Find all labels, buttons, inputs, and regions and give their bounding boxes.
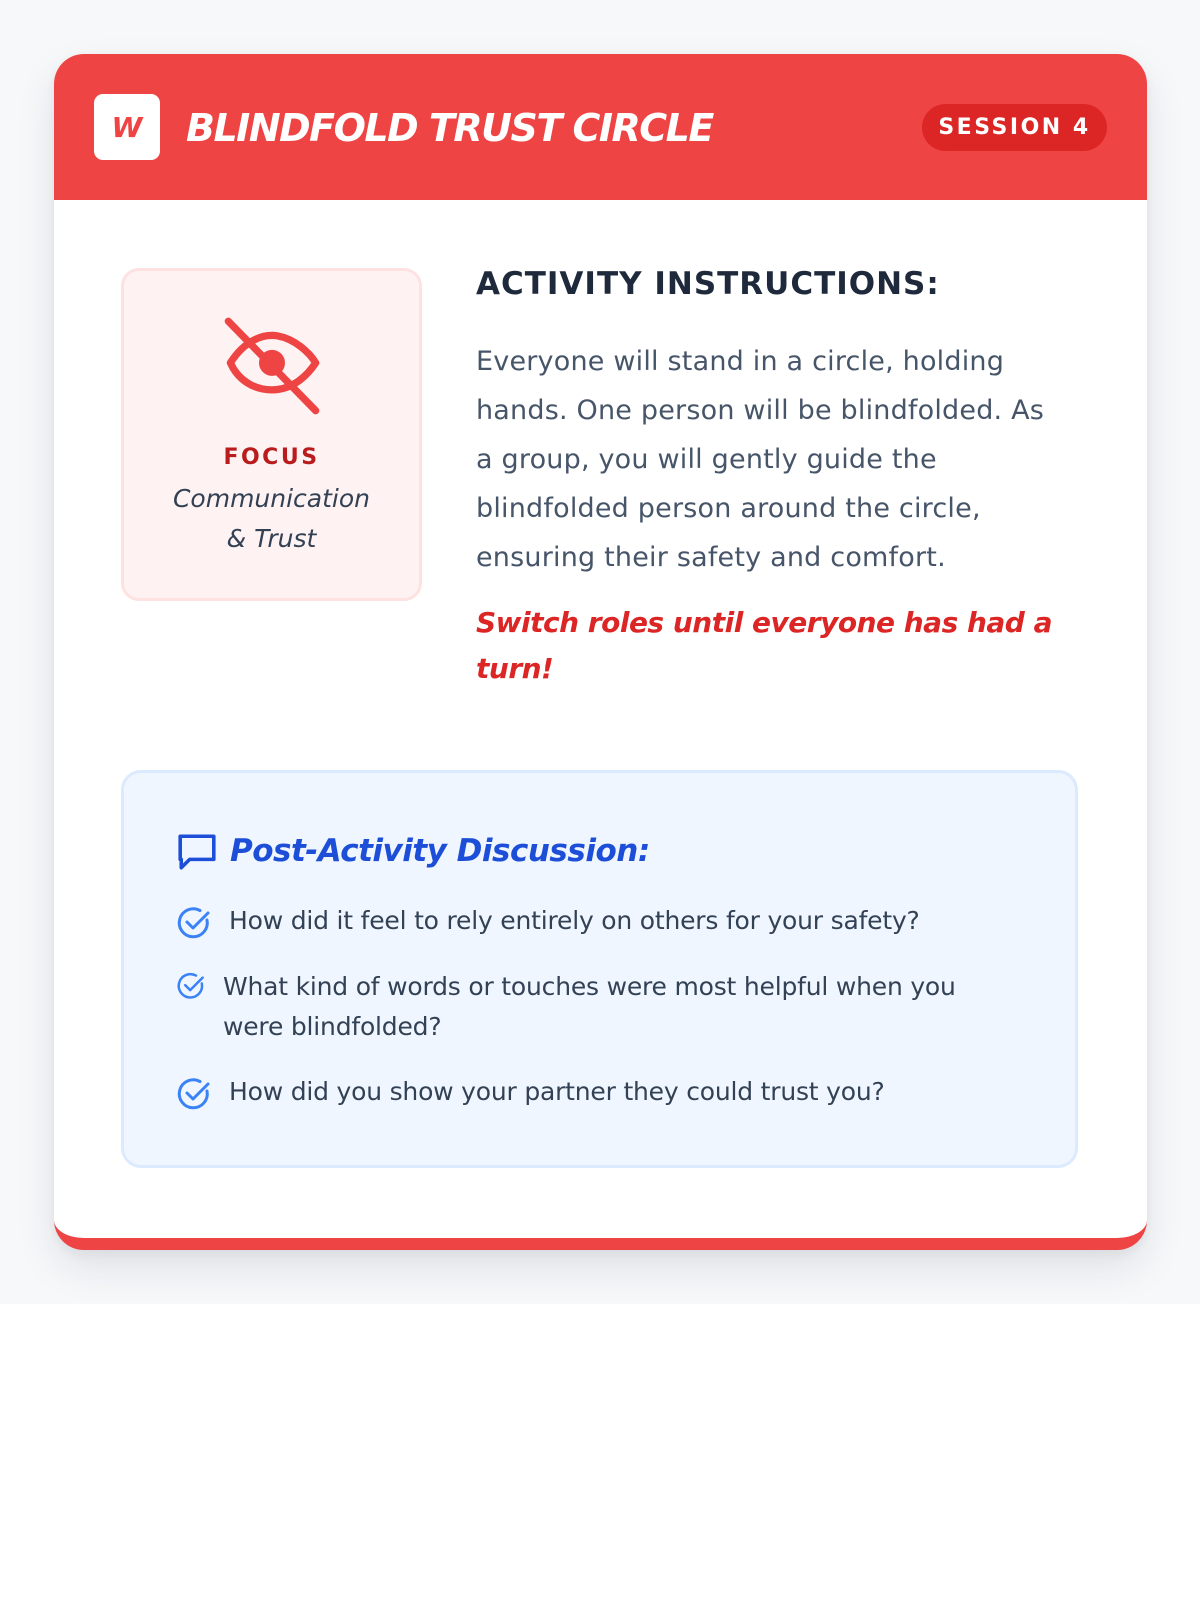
note-line: Switch roles until everyone has had a: [476, 606, 1052, 639]
instructions-text: [476, 337, 1096, 582]
activity-title: BLINDFOLD TRUST CIRCLE: [186, 106, 713, 150]
question-text: [223, 967, 956, 1047]
question-text: How did it feel to rely entirely on others for your safety?: [229, 906, 920, 935]
focus-value: [124, 479, 419, 559]
focus-value-line: Communication: [172, 484, 371, 513]
eye-slash-icon: [220, 315, 324, 419]
instructions-line: a group, you will gently guide the: [476, 444, 937, 475]
check-circle-icon: [176, 971, 206, 1001]
note-line: turn!: [476, 652, 554, 685]
focus-panel: [121, 268, 422, 601]
instructions-line: Everyone will stand in a circle, holding: [476, 346, 1005, 377]
chat-bubble-icon: [176, 831, 218, 873]
focus-label: FOCUS: [223, 445, 320, 470]
discussion-title: Post-Activity Discussion:: [230, 833, 650, 869]
discussion-panel: [121, 770, 1078, 1168]
question-line: were blindfolded?: [223, 1012, 442, 1041]
instructions-heading: ACTIVITY INSTRUCTIONS:: [476, 266, 940, 302]
focus-value-line: & Trust: [226, 524, 317, 553]
question-line: What kind of words or touches were most helpful when you: [223, 972, 956, 1001]
instructions-line: ensuring their safety and comfort.: [476, 542, 946, 573]
check-circle-icon: [176, 1076, 212, 1112]
activity-card: [54, 54, 1147, 1250]
question-text: How did you show your partner they could trust you?: [229, 1077, 885, 1106]
switch-roles-note: [476, 600, 1076, 692]
check-circle-icon: [176, 905, 212, 941]
instructions-line: hands. One person will be blindfolded. As: [476, 395, 1045, 426]
card-header: [54, 54, 1147, 200]
session-badge: SESSION 4: [922, 104, 1107, 151]
logo: W: [94, 94, 160, 160]
instructions-line: blindfolded person around the circle,: [476, 493, 981, 524]
